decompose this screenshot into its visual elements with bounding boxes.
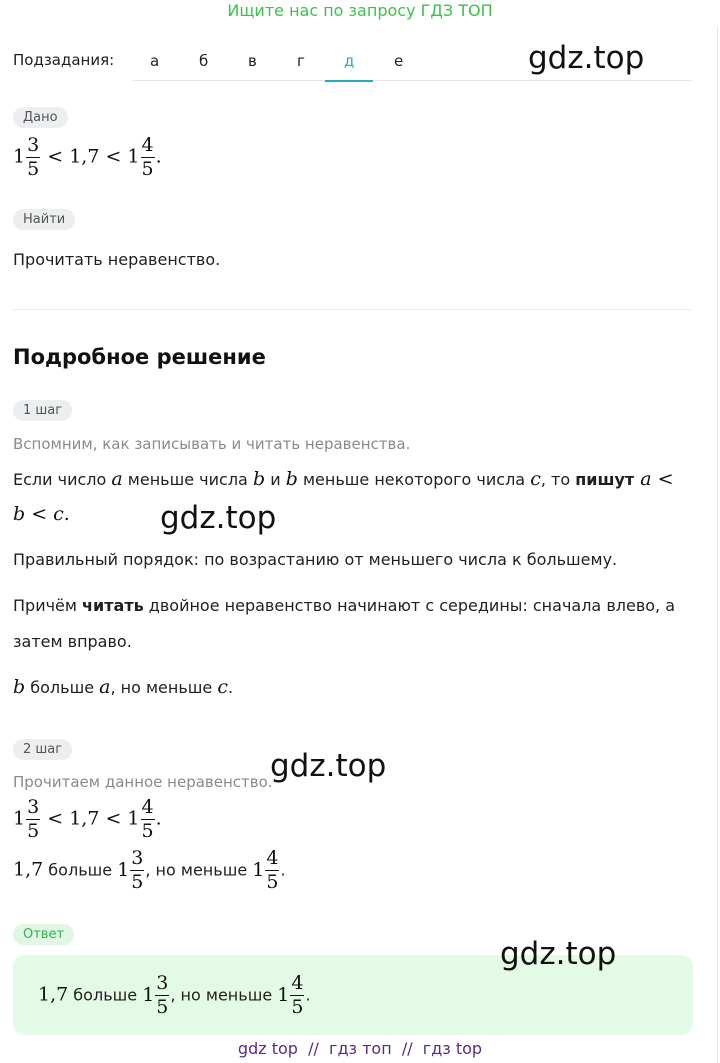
tab-e[interactable]: е xyxy=(394,52,404,70)
watermark-4: gdz.top xyxy=(500,936,617,972)
tab-active-indicator xyxy=(325,80,373,82)
step1-paragraph-1-cont: b < c. xyxy=(13,503,70,525)
tab-g[interactable]: г xyxy=(297,52,305,70)
given-inequality: 1 $\frac{3}{5}$ < 1,7 < 1 $\frac{4}{5}$ . xyxy=(13,134,162,180)
answer-pill: Ответ xyxy=(13,924,74,945)
right-divider xyxy=(717,26,718,1063)
section-divider xyxy=(13,309,692,310)
solution-title: Подробное решение xyxy=(13,345,266,369)
step2-reading: 1,7 больше 1 $\frac{3}{5}$ , но меньше 1 $\frac{4}{5}$ . xyxy=(13,847,286,893)
tab-a[interactable]: а xyxy=(150,52,160,70)
step1-paragraph-4: b больше a, но меньше c. xyxy=(13,676,234,698)
find-pill: Найти xyxy=(13,209,75,230)
watermark-2: gdz.top xyxy=(160,500,277,536)
tab-b[interactable]: б xyxy=(199,52,209,70)
given-pill: Дано xyxy=(13,107,68,128)
step1-hint: Вспомним, как записывать и читать неравенства. xyxy=(13,435,411,453)
find-text: Прочитать неравенство. xyxy=(13,250,221,269)
watermark: gdz.top xyxy=(528,40,645,76)
answer-text: 1,7 больше 1 $\frac{3}{5}$ , но меньше 1 $\frac{4}{5}$ . xyxy=(38,972,311,1018)
tab-v[interactable]: в xyxy=(248,52,257,70)
watermark-3: gdz.top xyxy=(270,748,387,784)
step1-paragraph-2: Правильный порядок: по возрастанию от меньшего числа к большему. xyxy=(13,550,618,569)
subtasks-underline xyxy=(133,80,692,81)
step2-hint: Прочитаем данное неравенство. xyxy=(13,773,273,791)
step1-paragraph-3: Причём читать двойное неравенство начинают с середины: сначала влево, а xyxy=(13,596,676,615)
footer-links[interactable]: gdz top // гдз топ // гдз top xyxy=(237,1039,483,1058)
step2-inequality: 1 $\frac{3}{5}$ < 1,7 < 1 $\frac{4}{5}$ . xyxy=(13,796,162,842)
step2-pill: 2 шаг xyxy=(13,739,72,760)
top-banner: Ищите нас по запросу ГДЗ ТОП xyxy=(227,1,493,20)
step1-paragraph-1: Если число a меньше числа b и b меньше некоторого числа c, то пишут a < xyxy=(13,468,674,490)
step1-pill: 1 шаг xyxy=(13,400,72,421)
tab-d-label: д xyxy=(344,52,355,70)
subtasks-label: Подзадания: xyxy=(13,51,115,69)
tab-d[interactable] xyxy=(344,52,354,70)
step1-paragraph-3-cont: затем вправо. xyxy=(13,632,132,651)
